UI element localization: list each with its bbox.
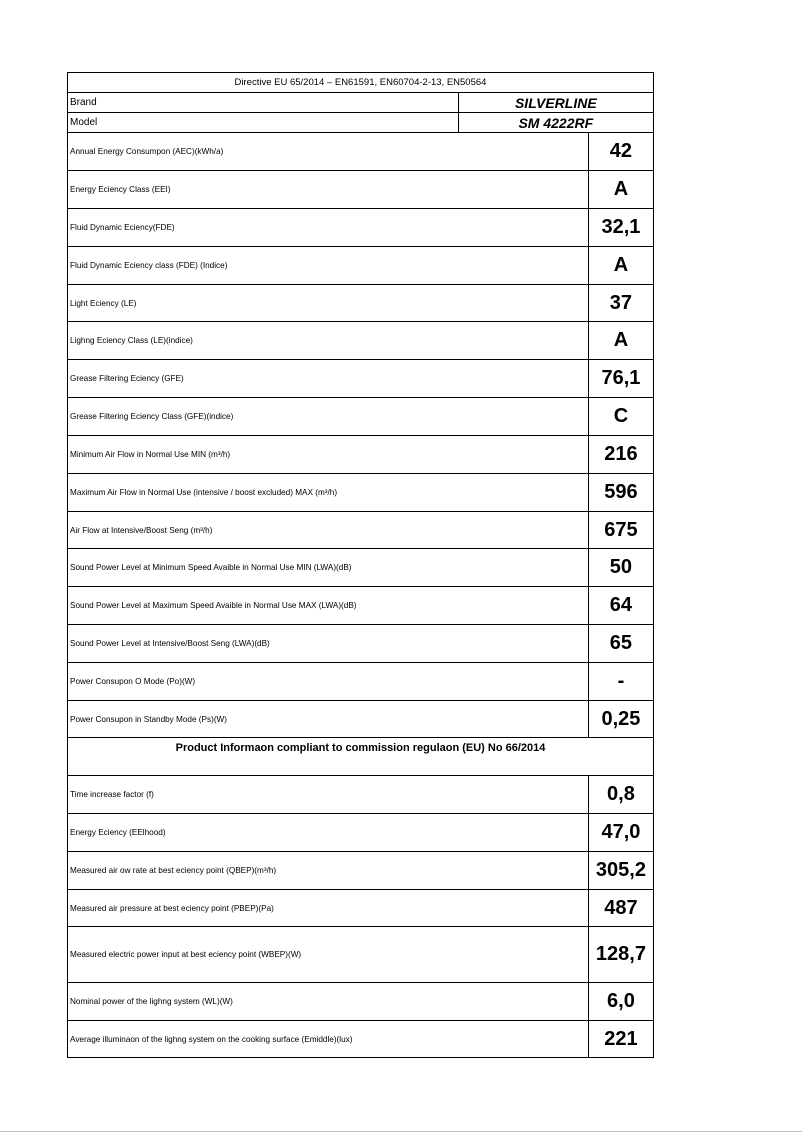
spec-value: 596 [588, 474, 653, 512]
spec-label: Grease Filtering Eciency Class (GFE)(indice) [68, 398, 589, 436]
spec-value: C [588, 398, 653, 436]
brand-label: Brand [68, 93, 459, 113]
product-info-label: Measured air pressure at best eciency point (PBEP)(Pa) [68, 890, 589, 927]
page-footer-divider [0, 1131, 802, 1132]
spec-row [68, 587, 654, 625]
product-info-label: Time increase factor (f) [68, 776, 589, 814]
spec-row [68, 549, 654, 587]
brand-row [68, 93, 654, 113]
spec-row [68, 209, 654, 247]
spec-value: 76,1 [588, 360, 653, 398]
spec-row [68, 360, 654, 398]
brand-value: SILVERLINE [458, 93, 653, 113]
spec-value: A [588, 247, 653, 285]
product-info-row [68, 890, 654, 927]
spec-row [68, 663, 654, 701]
product-info-label: Energy Eciency (EElhood) [68, 814, 589, 852]
spec-label: Power Consupon in Standby Mode (Ps)(W) [68, 701, 589, 738]
spec-label: Maximum Air Flow in Normal Use (intensive / boost excluded) MAX (m³/h) [68, 474, 589, 512]
product-info-value: 128,7 [588, 927, 653, 983]
spec-label: Lighng Eciency Class (LE)(indice) [68, 322, 589, 360]
directive-row [68, 73, 654, 93]
spec-value: 675 [588, 512, 653, 549]
section-row [68, 738, 654, 776]
product-info-label: Average illuminaon of the lighng system on the cooking surface (Emiddle)(lux) [68, 1021, 589, 1058]
spec-label: Sound Power Level at Minimum Speed Avaible in Normal Use MIN (LWA)(dB) [68, 549, 589, 587]
spec-value: 42 [588, 133, 653, 171]
spec-row [68, 398, 654, 436]
spec-value: A [588, 322, 653, 360]
spec-row [68, 436, 654, 474]
model-row [68, 113, 654, 133]
product-info-label: Measured air ow rate at best eciency point (QBEP)(m³/h) [68, 852, 589, 890]
model-label: Model [68, 113, 459, 133]
spec-row [68, 625, 654, 663]
spec-row [68, 322, 654, 360]
product-info-value: 221 [588, 1021, 653, 1058]
product-info-value: 6,0 [588, 983, 653, 1021]
spec-value: 64 [588, 587, 653, 625]
section-title: Product Informaon compliant to commission regulaon (EU) No 66/2014 [68, 738, 654, 776]
spec-row [68, 247, 654, 285]
spec-value: 216 [588, 436, 653, 474]
spec-label: Fluid Dynamic Eciency(FDE) [68, 209, 589, 247]
directive-text: Directive EU 65/2014 – EN61591, EN60704-2-13, EN50564 [68, 73, 654, 93]
spec-label: Sound Power Level at Intensive/Boost Seng (LWA)(dB) [68, 625, 589, 663]
spec-label: Annual Energy Consumpon (AEC)(kWh/a) [68, 133, 589, 171]
spec-value: 32,1 [588, 209, 653, 247]
product-info-value: 47,0 [588, 814, 653, 852]
spec-label: Grease Filtering Eciency (GFE) [68, 360, 589, 398]
product-info-value: 487 [588, 890, 653, 927]
product-info-row [68, 814, 654, 852]
spec-row [68, 474, 654, 512]
spec-label: Light Eciency (LE) [68, 285, 589, 322]
spec-row [68, 701, 654, 738]
spec-value: 0,25 [588, 701, 653, 738]
spec-row [68, 512, 654, 549]
spec-label: Power Consupon O Mode (Po)(W) [68, 663, 589, 701]
product-info-row [68, 776, 654, 814]
spec-value: A [588, 171, 653, 209]
spec-row [68, 171, 654, 209]
product-info-row [68, 852, 654, 890]
product-info-row [68, 927, 654, 983]
product-info-label: Measured electric power input at best eciency point (WBEP)(W) [68, 927, 589, 983]
spec-value: 37 [588, 285, 653, 322]
spec-value: - [588, 663, 653, 701]
model-value: SM 4222RF [458, 113, 653, 133]
spec-value: 50 [588, 549, 653, 587]
spec-label: Sound Power Level at Maximum Speed Avaible in Normal Use MAX (LWA)(dB) [68, 587, 589, 625]
spec-label: Fluid Dynamic Eciency class (FDE) (Indice) [68, 247, 589, 285]
spec-label: Minimum Air Flow in Normal Use MIN (m³/h) [68, 436, 589, 474]
spec-label: Energy Eciency Class (EEI) [68, 171, 589, 209]
product-info-row [68, 983, 654, 1021]
spec-label: Air Flow at Intensive/Boost Seng (m³/h) [68, 512, 589, 549]
product-info-value: 305,2 [588, 852, 653, 890]
product-info-label: Nominal power of the lighng system (WL)(W) [68, 983, 589, 1021]
product-info-value: 0,8 [588, 776, 653, 814]
energy-label-table [67, 72, 654, 1058]
spec-row [68, 285, 654, 322]
spec-row [68, 133, 654, 171]
product-info-row [68, 1021, 654, 1058]
spec-value: 65 [588, 625, 653, 663]
